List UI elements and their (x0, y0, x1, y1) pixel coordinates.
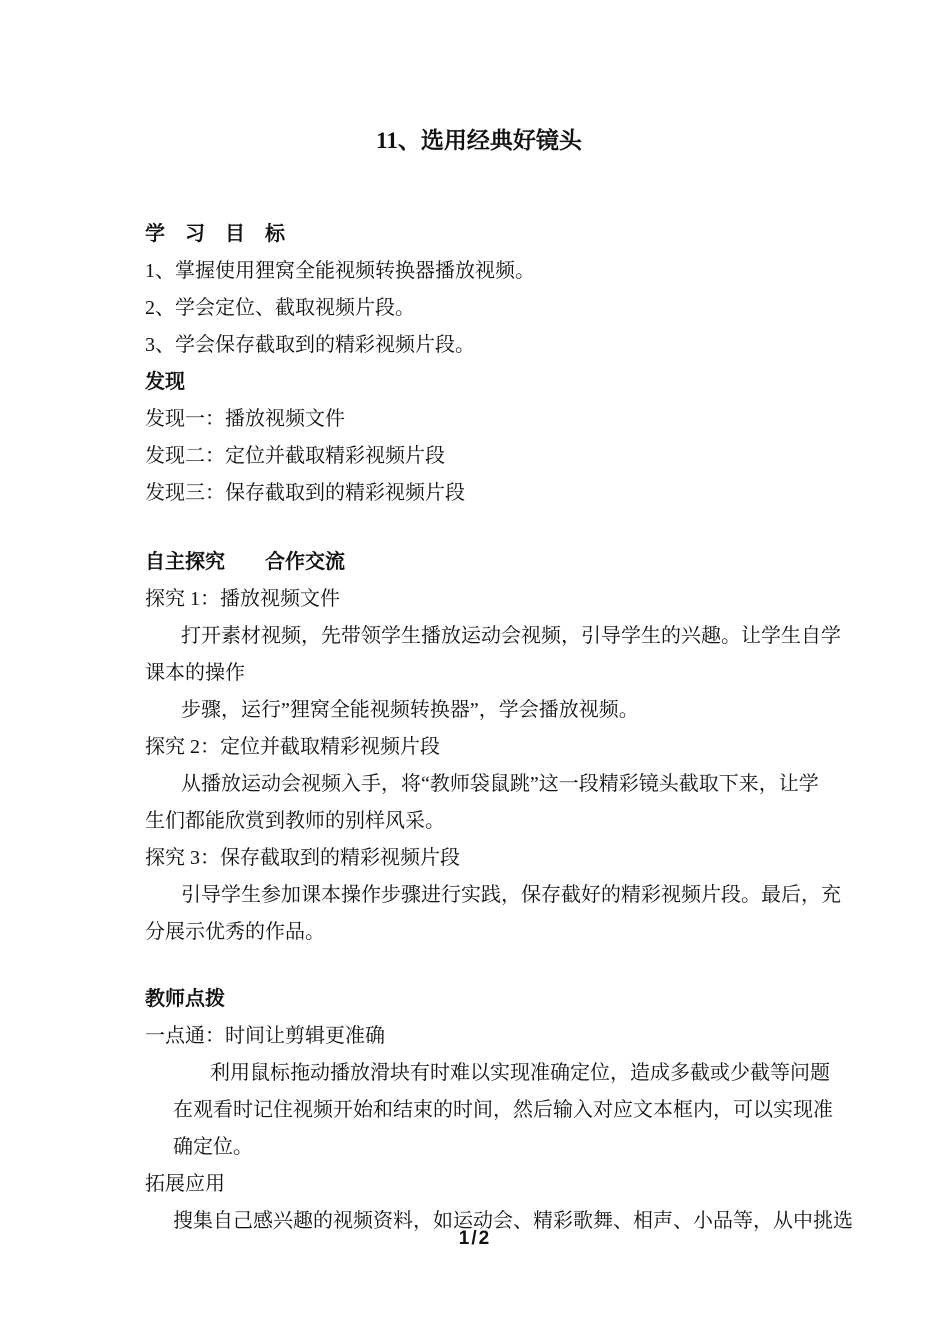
section-gap (145, 512, 813, 544)
teacher-line-1: 一点通：时间让剪辑更准确 (145, 1025, 385, 1047)
explore-line-2: 打开素材视频，先带领学生播放运动会视频，引导学生的兴趣。让学生自学 (181, 625, 841, 647)
goals-heading: 学 习 目 标 (145, 223, 285, 245)
section-gap-2 (145, 951, 813, 981)
explore-line-5: 探究 2：定位并截取精彩视频片段 (145, 736, 440, 758)
discover-heading: 发现 (145, 371, 185, 393)
goal-item-3: 3、学会保存截取到的精彩视频片段。 (145, 334, 475, 356)
explore-line-1: 探究 1：播放视频文件 (145, 588, 340, 610)
discover-item-3: 发现三：保存截取到的精彩视频片段 (145, 482, 465, 504)
page-number: 1/2 (458, 1228, 492, 1249)
goal-item-2: 2、学会定位、截取视频片段。 (145, 297, 415, 319)
document-body (145, 121, 853, 1240)
explore-line-8: 探究 3：保存截取到的精彩视频片段 (145, 847, 460, 869)
explore-heading: 自主探究 合作交流 (145, 551, 345, 573)
document-title: 11、选用经典好镜头 (376, 128, 582, 153)
explore-line-6: 从播放运动会视频入手，将“教师袋鼠跳”这一段精彩镜头截取下来，让学 (181, 773, 819, 795)
explore-line-10: 分展示优秀的作品。 (145, 921, 325, 943)
explore-line-4: 步骤，运行”狸窝全能视频转换器”，学会播放视频。 (181, 699, 639, 721)
explore-line-3: 课本的操作 (145, 662, 245, 684)
teacher-line-6: 搜集自己感兴趣的视频资料，如运动会、精彩歌舞、相声、小品等，从中挑选 (173, 1210, 853, 1232)
explore-line-9: 引导学生参加课本操作步骤进行实践，保存截好的精彩视频片段。最后，充 (181, 884, 841, 906)
goal-item-1: 1、掌握使用狸窝全能视频转换器播放视频。 (145, 260, 535, 282)
title-gap (145, 161, 813, 216)
discover-item-1: 发现一：播放视频文件 (145, 408, 345, 430)
teacher-line-2: 利用鼠标拖动播放滑块有时难以实现准确定位，造成多截或少截等问题 (210, 1062, 830, 1084)
teacher-line-4: 确定位。 (173, 1136, 253, 1158)
discover-item-2: 发现二：定位并截取精彩视频片段 (145, 445, 445, 467)
teacher-line-5: 拓展应用 (145, 1173, 225, 1195)
teacher-heading: 教师点拨 (145, 988, 225, 1010)
explore-line-7: 生们都能欣赏到教师的别样风采。 (145, 810, 445, 832)
teacher-line-3: 在观看时记住视频开始和结束的时间，然后输入对应文本框内，可以实现准 (173, 1099, 833, 1121)
